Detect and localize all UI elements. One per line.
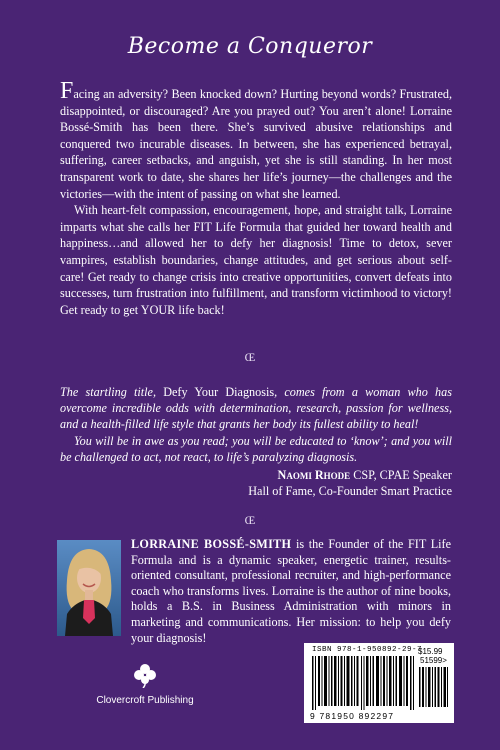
isbn-text: ISBN 978-1-950892-29-7 <box>312 646 423 654</box>
ornament-divider-top: Œ <box>244 350 256 364</box>
isbn-barcode <box>304 643 454 723</box>
barcode-bars <box>312 656 416 710</box>
barcode-addon-code: 51599> <box>420 656 447 665</box>
description-paragraph-1-text: acing an adversity? Been knocked down? Hurting beyond words? Frustrated, disappointed, or discouraged? Are you prayed out? You aren’t alone! Lorraine Bossé-Smith has been there. She’s survived abusive relationships and conquered two incurable diseases. In between, she has experienced betrayal, suffering, career setbacks, and anguish, yet she is still standing. In her most transparent work to date, she shares her life’s journey—the challenges and the victories—with the intent of passing on what she learned. <box>60 87 452 201</box>
book-description <box>60 78 452 318</box>
price-label: $15.99 <box>418 647 443 656</box>
endorser-credentials: CSP, CPAE Speaker <box>353 468 452 482</box>
description-paragraph-2: With heart-felt compassion, encouragement, hope, and straight talk, Lorraine imparts what she calls her FIT Life Formula that guided her toward health and happiness…and allowed her to defy her diagnosis! Time to detox, sever vampires, establish boundaries, change attitudes, and get serious about self-care! Get ready to change crisis into creative opportunities, convert defeats into successes, turn frustration into fulfillment, and transform victimhood to victory! Get ready to get YOUR life back! <box>60 203 452 317</box>
publisher-logo <box>90 662 200 706</box>
publisher-name: Clovercroft Publishing <box>96 695 194 706</box>
drop-cap: F <box>60 78 74 104</box>
author-bio <box>131 537 451 646</box>
endorsement-paragraph-1 <box>60 384 452 433</box>
endorsement-quote <box>60 384 452 465</box>
description-paragraph-1 <box>60 78 452 202</box>
author-photo <box>57 540 121 636</box>
endorsement-book-title: Defy Your Diagnosis <box>163 385 275 399</box>
endorsement-text-start: The startling title, <box>60 385 164 399</box>
endorser-affiliation: Hall of Fame, Co-Founder Smart Practice <box>248 484 452 498</box>
author-name: LORRAINE BOSSÉ-SMITH <box>131 537 292 551</box>
clover-icon <box>132 662 158 688</box>
ornament-divider-bottom: Œ <box>244 513 256 527</box>
author-bio-text: is the Founder of the FIT Life Formula and is a dynamic speaker, energetic trainer, results-oriented consultant, professional recruiter, and high-performance coach who transforms lives. Lorraine is the author of nine books, holds a B.S. in Business Administration with minors in marketing and communications. Her mission: to help you defy your diagnosis! <box>131 537 452 645</box>
endorsement-text-end: , comes from a woman who has overcome incredible odds with determination, research, passion for wellness, and a health-filled life style that grants her body its fullest ability to heal! <box>60 385 452 432</box>
addon-barcode-bars <box>419 667 449 717</box>
endorser-name: Naomi Rhode <box>277 468 351 482</box>
endorsement-attribution <box>0 467 452 483</box>
back-cover-title: Become a Conqueror <box>127 34 373 59</box>
endorsement-paragraph-2: You will be in awe as you read; you will be educated to ‘know’; and you will be challenged to act, not react, to life’s paralyzing diagnosis. <box>60 433 452 464</box>
barcode-digits: 9 781950 892297 <box>310 711 395 721</box>
